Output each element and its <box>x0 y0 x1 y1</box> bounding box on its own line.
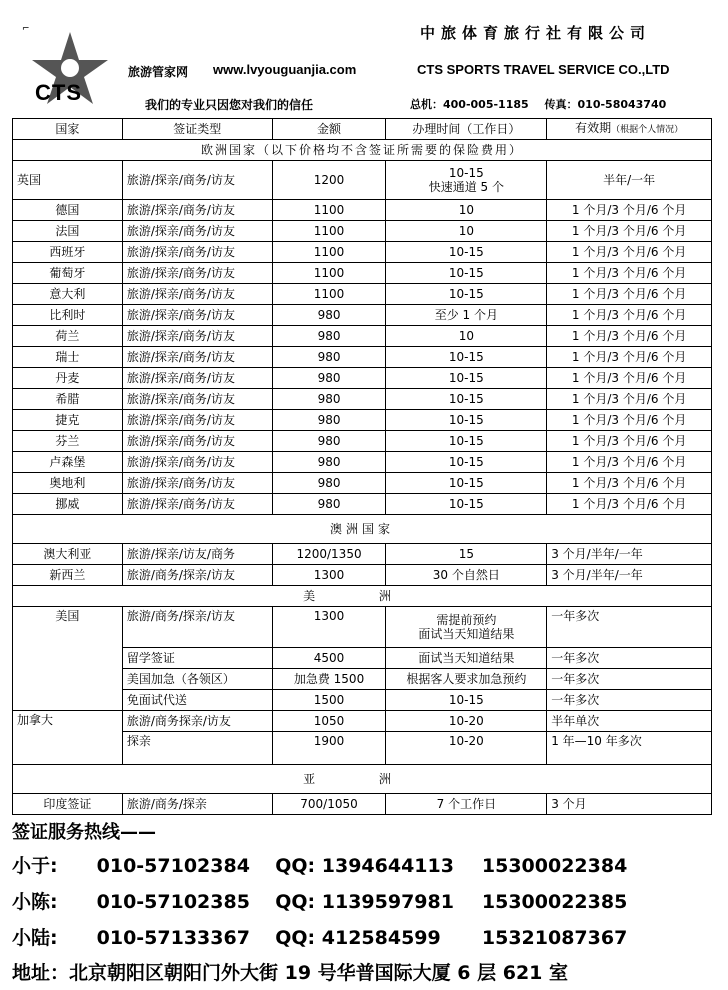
time-cell: 根据客人要求加急预约 <box>386 669 547 690</box>
visa-type-cell: 旅游/探亲/商务/访友 <box>122 242 272 263</box>
section-title: 澳洲国家 <box>13 515 712 544</box>
header-visa-type: 签证类型 <box>122 119 272 140</box>
visa-type-cell: 旅游/探亲/商务/访友 <box>122 473 272 494</box>
table-row <box>13 431 712 452</box>
table-row <box>13 263 712 284</box>
country-cell: 比利时 <box>13 305 123 326</box>
country-cell: 英国 <box>13 161 123 200</box>
visa-type-cell: 旅游/探亲/商务/访友 <box>122 494 272 515</box>
visa-type-cell: 旅游/探亲/商务/访友 <box>122 368 272 389</box>
validity-cell: 1 个月/3 个月/6 个月 <box>547 452 712 473</box>
contact-qq: QQ: 412584599 <box>275 927 441 949</box>
time-cell: 10-15 <box>386 431 547 452</box>
header-contacts <box>410 96 678 112</box>
visa-type-cell: 旅游/探亲/商务/访友 <box>122 389 272 410</box>
validity-cell: 半年/一年 <box>547 161 712 200</box>
visa-type-cell: 旅游/探亲/商务/访友 <box>122 347 272 368</box>
country-cell: 挪威 <box>13 494 123 515</box>
country-cell: 捷克 <box>13 410 123 431</box>
time-cell: 10-20 <box>386 732 547 765</box>
contact-phone[interactable]: 010-57102385 <box>96 891 250 913</box>
country-cell: 荷兰 <box>13 326 123 347</box>
country-cell: 卢森堡 <box>13 452 123 473</box>
price-cell: 1900 <box>272 732 386 765</box>
country-cell: 法国 <box>13 221 123 242</box>
slogan: 我们的专业只因您对我们的信任 <box>145 98 314 112</box>
visa-type-cell: 旅游/探亲/商务/访友 <box>122 452 272 473</box>
visa-type-cell: 旅游/探亲/商务/访友 <box>122 221 272 242</box>
table-row <box>13 305 712 326</box>
hotline-section <box>12 818 627 990</box>
price-cell: 980 <box>272 473 386 494</box>
cts-logo-text: CTS <box>35 80 82 105</box>
time-cell: 10-15 <box>386 347 547 368</box>
site-url[interactable]: www.lvyouguanjia.com <box>213 62 357 77</box>
time-cell: 10-15 <box>386 284 547 305</box>
table-row <box>13 161 712 200</box>
country-cell: 澳大利亚 <box>13 544 123 565</box>
visa-type-cell: 旅游/探亲/商务/访友 <box>122 263 272 284</box>
visa-type-cell: 旅游/探亲/商务/访友 <box>122 431 272 452</box>
validity-cell: 1 个月/3 个月/6 个月 <box>547 431 712 452</box>
site-name: 旅游管家网 <box>128 65 189 79</box>
table-row <box>13 326 712 347</box>
price-cell: 980 <box>272 347 386 368</box>
time-cell: 10-15 <box>386 242 547 263</box>
contact-name: 小陈: <box>12 891 58 913</box>
country-cell: 丹麦 <box>13 368 123 389</box>
price-cell: 加急费 1500 <box>272 669 386 690</box>
header-country: 国家 <box>13 119 123 140</box>
section-row-asia <box>13 765 712 794</box>
time-cell: 10 <box>386 221 547 242</box>
table-row <box>13 452 712 473</box>
section-title: 美 洲 <box>13 586 712 607</box>
validity-cell: 一年多次 <box>547 648 712 669</box>
visa-type-cell: 旅游/探亲/商务/访友 <box>122 284 272 305</box>
validity-cell: 3 个月/半年/一年 <box>547 565 712 586</box>
country-cell: 新西兰 <box>13 565 123 586</box>
visa-type-cell: 旅游/探亲/商务/访友 <box>122 410 272 431</box>
visa-price-table <box>12 118 712 815</box>
time-cell: 10 <box>386 200 547 221</box>
contact-name: 小于: <box>12 855 58 877</box>
country-cell: 意大利 <box>13 284 123 305</box>
visa-type-cell: 美国加急（各领区） <box>122 669 272 690</box>
table-header-row <box>13 119 712 140</box>
contact-qq: QQ: 1394644113 <box>275 855 454 877</box>
time-cell: 10-15 <box>386 410 547 431</box>
visa-type-cell: 留学签证 <box>122 648 272 669</box>
table-row <box>13 368 712 389</box>
section-title: 亚 洲 <box>13 765 712 794</box>
table-row <box>13 473 712 494</box>
table-row <box>13 494 712 515</box>
price-cell: 980 <box>272 389 386 410</box>
table-row <box>13 544 712 565</box>
validity-cell: 一年多次 <box>547 690 712 711</box>
time-cell: 面试当天知道结果 <box>386 648 547 669</box>
section-title: 欧洲国家（以下价格均不含签证所需要的保险费用） <box>13 140 712 161</box>
table-row <box>13 607 712 648</box>
table-row <box>13 794 712 815</box>
price-cell: 1200/1350 <box>272 544 386 565</box>
country-cell: 葡萄牙 <box>13 263 123 284</box>
corner-mark: ⌐ <box>22 24 30 34</box>
price-cell: 1200 <box>272 161 386 200</box>
time-cell: 10-15 <box>386 389 547 410</box>
header-validity: 有效期（根据个人情况） <box>547 119 712 140</box>
country-cell: 西班牙 <box>13 242 123 263</box>
validity-note: （根据个人情况） <box>611 125 684 135</box>
hotline-title: 签证服务热线—— <box>12 822 156 843</box>
contact-mobile[interactable]: 15300022385 <box>481 891 628 913</box>
europe-rows <box>13 200 712 515</box>
validity-cell: 1 个月/3 个月/6 个月 <box>547 200 712 221</box>
time-cell: 30 个自然日 <box>386 565 547 586</box>
price-cell: 980 <box>272 410 386 431</box>
table-row <box>13 347 712 368</box>
price-cell: 1050 <box>272 711 386 732</box>
validity-cell: 1 个月/3 个月/6 个月 <box>547 473 712 494</box>
contact-mobile[interactable]: 15321087367 <box>481 927 628 949</box>
visa-type-cell: 旅游/商务探亲/访友 <box>122 711 272 732</box>
table-row <box>13 711 712 732</box>
validity-cell: 1 个月/3 个月/6 个月 <box>547 326 712 347</box>
time-cell: 15 <box>386 544 547 565</box>
company-name-cn: 中旅体育旅行社有限公司 <box>420 24 652 42</box>
table-row <box>13 200 712 221</box>
validity-cell: 1 个月/3 个月/6 个月 <box>547 368 712 389</box>
price-cell: 980 <box>272 431 386 452</box>
time-cell: 10-20 <box>386 711 547 732</box>
country-cell: 瑞士 <box>13 347 123 368</box>
validity-cell: 1 个月/3 个月/6 个月 <box>547 242 712 263</box>
price-cell: 980 <box>272 494 386 515</box>
time-cell: 至少 1 个月 <box>386 305 547 326</box>
price-cell: 1500 <box>272 690 386 711</box>
header-price: 金额 <box>272 119 386 140</box>
time-cell: 10-15 <box>386 473 547 494</box>
contact-row <box>12 848 627 884</box>
time-cell: 10-15 <box>386 494 547 515</box>
table-row <box>13 221 712 242</box>
validity-cell: 1 个月/3 个月/6 个月 <box>547 221 712 242</box>
country-cell: 芬兰 <box>13 431 123 452</box>
country-cell: 德国 <box>13 200 123 221</box>
table-row <box>13 284 712 305</box>
price-cell: 1100 <box>272 242 386 263</box>
company-name-en: CTS SPORTS TRAVEL SERVICE CO.,LTD <box>417 62 670 77</box>
table-row <box>13 410 712 431</box>
country-cell: 印度签证 <box>13 794 123 815</box>
section-row-europe <box>13 140 712 161</box>
contact-qq: QQ: 1139597981 <box>275 891 454 913</box>
price-cell: 1300 <box>272 607 386 648</box>
time-cell: 10-15 <box>386 368 547 389</box>
table-row <box>13 389 712 410</box>
visa-type-cell: 免面试代送 <box>122 690 272 711</box>
main-phone: 总机：400-005-1185 <box>410 98 529 111</box>
validity-cell: 1 年—10 年多次 <box>547 732 712 765</box>
contact-mobile[interactable]: 15300022384 <box>481 855 628 877</box>
price-cell: 4500 <box>272 648 386 669</box>
price-cell: 1100 <box>272 200 386 221</box>
fax-number: 传真：010-58043740 <box>544 98 667 111</box>
validity-cell: 一年多次 <box>547 669 712 690</box>
visa-type-cell: 旅游/探亲/商务/访友 <box>122 326 272 347</box>
section-row-america <box>13 586 712 607</box>
contact-row <box>12 884 627 920</box>
time-cell: 10-15 快速通道 5 个 <box>386 161 547 200</box>
visa-type-cell: 旅游/商务/探亲/访友 <box>122 607 272 648</box>
price-cell: 1300 <box>272 565 386 586</box>
visa-type-cell: 旅游/探亲/商务/访友 <box>122 161 272 200</box>
section-row-oceania <box>13 515 712 544</box>
table-row <box>13 565 712 586</box>
price-cell: 1100 <box>272 284 386 305</box>
validity-cell: 3 个月 <box>547 794 712 815</box>
validity-cell: 一年多次 <box>547 607 712 648</box>
time-cell: 10-15 <box>386 690 547 711</box>
contact-name: 小陆: <box>12 927 58 949</box>
validity-cell: 1 个月/3 个月/6 个月 <box>547 410 712 431</box>
contact-row <box>12 920 627 956</box>
visa-type-cell: 旅游/探亲/商务/访友 <box>122 200 272 221</box>
validity-cell: 1 个月/3 个月/6 个月 <box>547 263 712 284</box>
validity-cell: 1 个月/3 个月/6 个月 <box>547 305 712 326</box>
validity-cell: 1 个月/3 个月/6 个月 <box>547 389 712 410</box>
visa-type-cell: 探亲 <box>122 732 272 765</box>
price-cell: 980 <box>272 326 386 347</box>
price-cell: 980 <box>272 368 386 389</box>
table-row <box>13 242 712 263</box>
validity-cell: 半年单次 <box>547 711 712 732</box>
time-cell: 10-15 <box>386 452 547 473</box>
validity-cell: 1 个月/3 个月/6 个月 <box>547 494 712 515</box>
visa-type-cell: 旅游/探亲/商务/访友 <box>122 305 272 326</box>
time-cell: 10 <box>386 326 547 347</box>
header-processing-time: 办理时间（工作日） <box>386 119 547 140</box>
validity-cell: 3 个月/半年/一年 <box>547 544 712 565</box>
validity-cell: 1 个月/3 个月/6 个月 <box>547 347 712 368</box>
time-cell: 10-15 <box>386 263 547 284</box>
contact-phone[interactable]: 010-57133367 <box>96 927 250 949</box>
time-cell: 7 个工作日 <box>386 794 547 815</box>
price-cell: 700/1050 <box>272 794 386 815</box>
price-cell: 980 <box>272 452 386 473</box>
office-address: 地址：北京朝阳区朝阳门外大街 19 号华普国际大厦 6 层 621 室 <box>12 962 569 984</box>
time-cell: 需提前预约 面试当天知道结果 <box>386 607 547 648</box>
contact-phone[interactable]: 010-57102384 <box>96 855 250 877</box>
visa-type-cell: 旅游/商务/探亲/访友 <box>122 565 272 586</box>
country-cell: 加拿大 <box>13 711 123 765</box>
country-cell: 奥地利 <box>13 473 123 494</box>
price-cell: 1100 <box>272 221 386 242</box>
country-cell: 希腊 <box>13 389 123 410</box>
price-cell: 1100 <box>272 263 386 284</box>
visa-type-cell: 旅游/商务/探亲 <box>122 794 272 815</box>
validity-cell: 1 个月/3 个月/6 个月 <box>547 284 712 305</box>
country-cell: 美国 <box>13 607 123 711</box>
price-cell: 980 <box>272 305 386 326</box>
visa-type-cell: 旅游/探亲/访友/商务 <box>122 544 272 565</box>
